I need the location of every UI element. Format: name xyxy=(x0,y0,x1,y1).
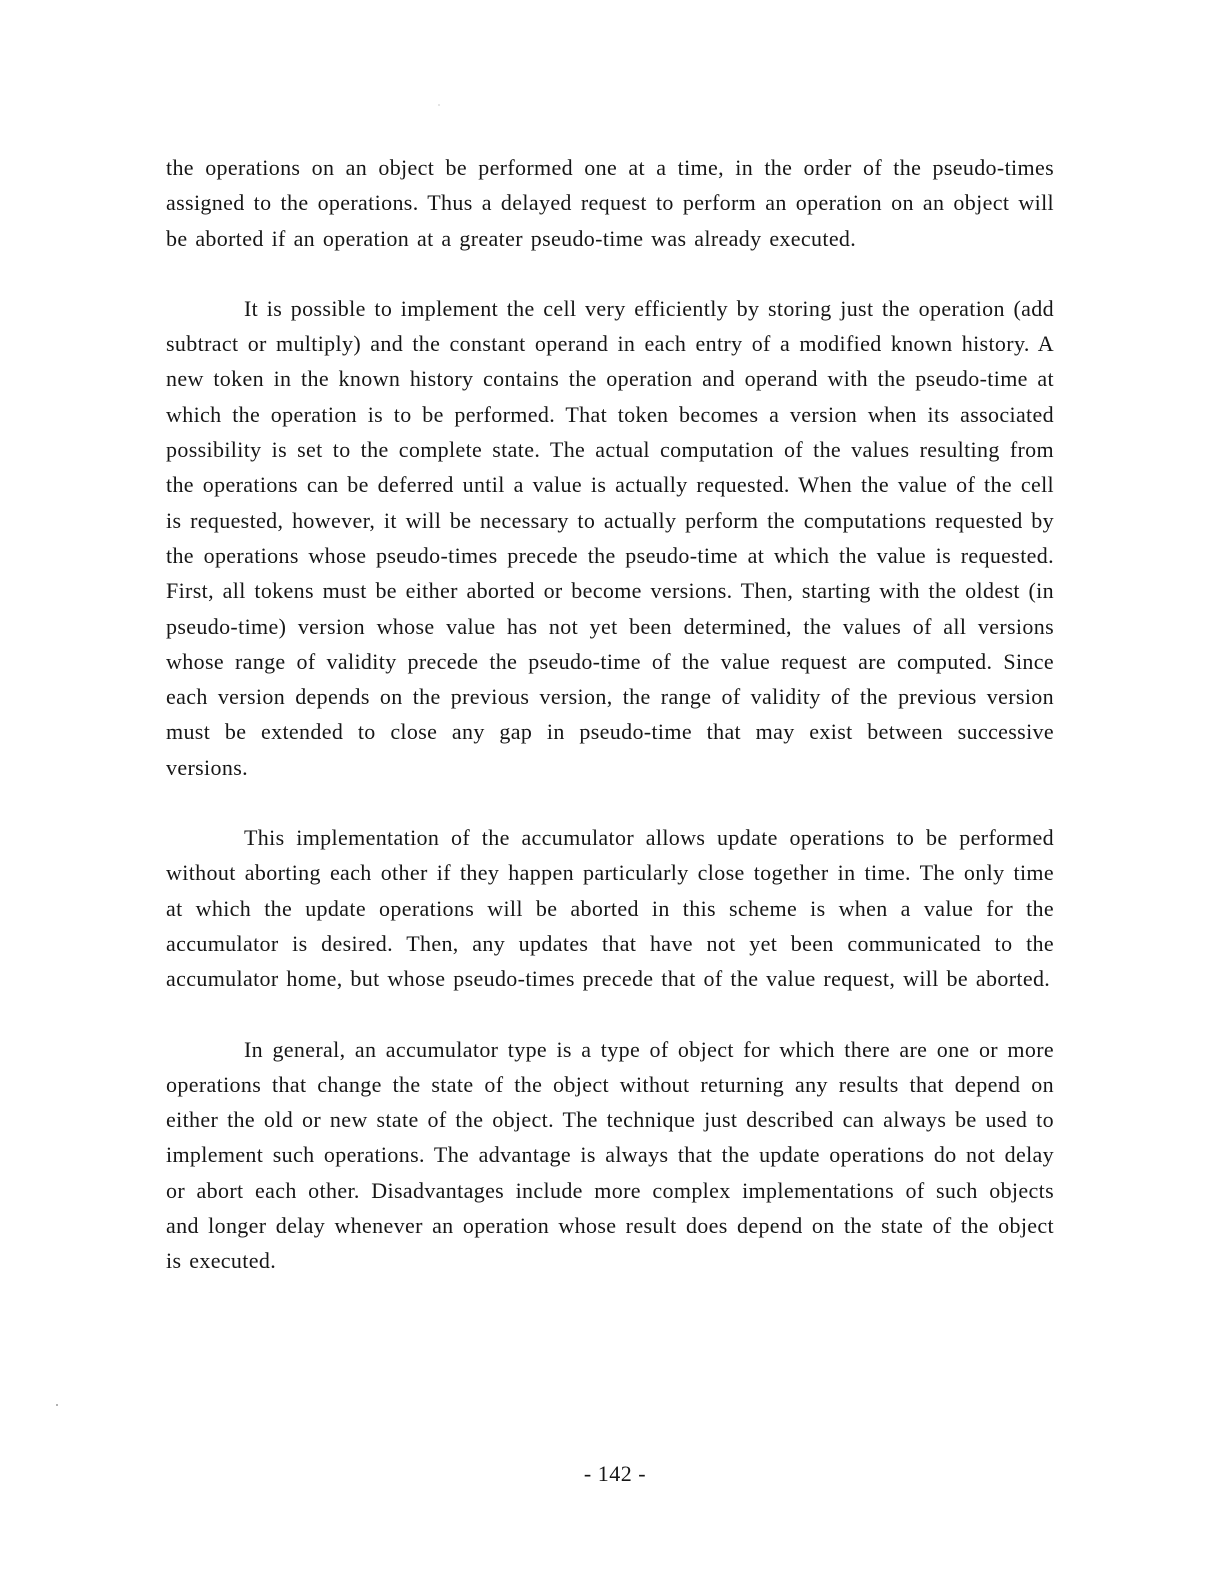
page-number: - 142 - xyxy=(583,1461,647,1486)
page-body xyxy=(166,150,1054,1279)
paragraph-2: It is possible to implement the cell very efficiently by storing just the operation (add subtract or multiply) and the constant operand in each entry of a modified known history. A new token in the known history contains the operation and operand with the pseudo-time at which the operation is to be performed. That token becomes a version when its associated possibility is set to the complete state. The actual computation of the values resulting from the operations can be deferred until a value is actually requested. When the value of the cell is requested, however, it will be necessary to actually perform the computations requested by the operations whose pseudo-times precede the pseudo-time at which the value is requested. First, all tokens must be either aborted or become versions. Then, starting with the oldest (in pseudo-time) version whose value has not yet been determined, the values of all versions whose range of validity precede the pseudo-time of the value request are computed. Since each version depends on the previous version, the range of validity of the previous version must be extended to close any gap in pseudo-time that may exist between successive versions. xyxy=(166,295,1054,780)
scan-speck xyxy=(438,104,440,106)
paragraph-3: This implementation of the accumulator allows update operations to be performed without aborting each other if they happen particularly close together in time. The only time at which the update operations will be aborted in this scheme is when a value for the accumulator is desired. Then, any updates that have not yet been communicated to the accumulator home, but whose pseudo-times precede that of the value request, will be aborted. xyxy=(166,825,1054,992)
scan-speck xyxy=(56,1404,58,1406)
paragraph-1: the operations on an object be performed one at a time, in the order of the pseudo-times assigned to the operations. Thus a delayed request to perform an operation on an object will be aborted if an operation at a greater pseudo-time was already executed. xyxy=(166,155,1054,251)
paragraph-4: In general, an accumulator type is a type of object for which there are one or more operations that change the state of the object without returning any results that depend on either the old or new state of the object. The technique just described can always be used to implement such operations. The advantage is always that the update operations do not delay or abort each other. Disadvantages include more complex implementations of such objects and longer delay whenever an operation whose result does depend on the state of the object is executed. xyxy=(166,1036,1054,1274)
